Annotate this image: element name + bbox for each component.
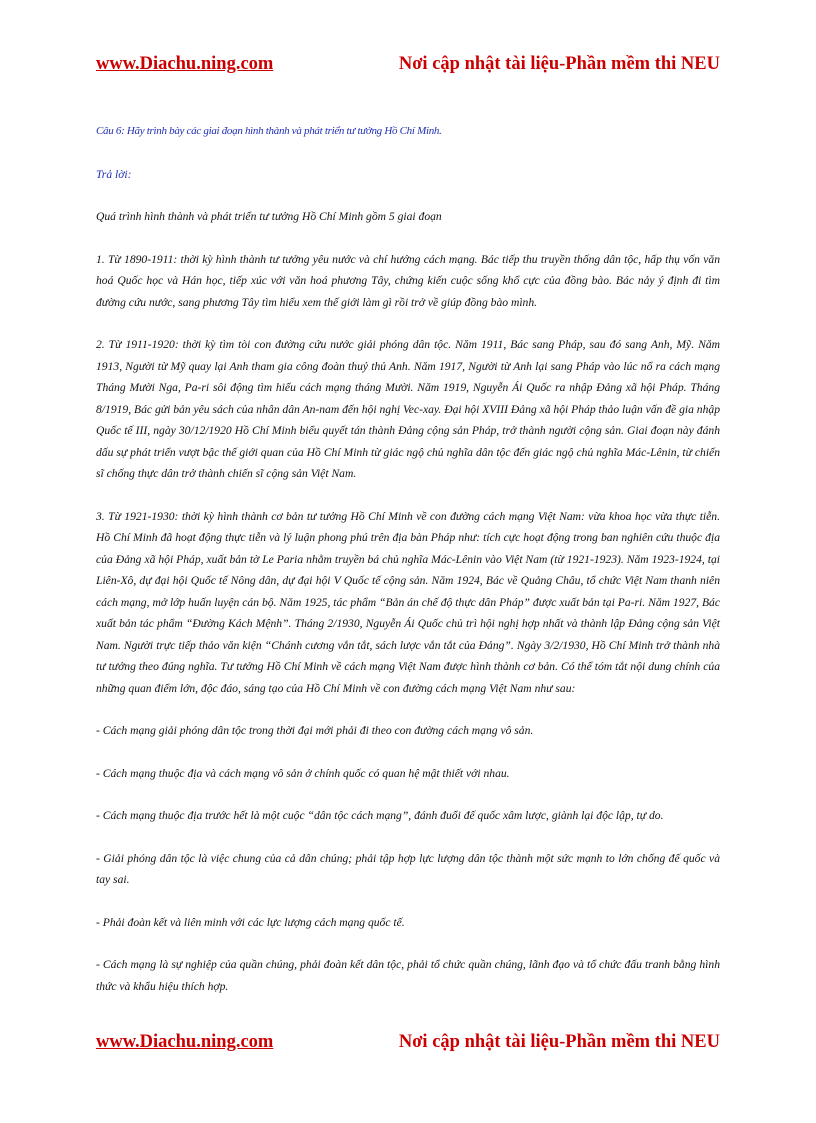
bullet-item: - Cách mạng thuộc địa và cách mạng vô sản ở chính quốc có quan hệ mật thiết với nhau. [96,766,510,780]
question-heading: Câu 6: Hãy trình bày các giai đoạn hình thành và phát triển tư tưởng Hồ Chí Minh. [96,125,442,137]
header-slogan: Nơi cập nhật tài liệu-Phần mềm thi NEU [398,53,720,74]
bullet-item: - Cách mạng là sự nghiệp của quần chúng, phải đoàn kết dân tộc, phải tổ chức quần chúng, lãnh đạo và tổ chức đấu tranh bằng hình thức và khẩu hiệu thích hợp. [96,958,720,993]
paragraph-stage-3: 3. Từ 1921-1930: thời kỳ hình thành cơ bản tư tưởng Hồ Chí Minh về con đường cách mạng Việt Nam: vừa khoa học vừa thực tiễn. Hồ Chí Minh đã hoạt động thực tiễn và lý luận phong phú trên địa bàn Pháp như: tích cực hoạt động trong ban nghiên cứu thuộc địa của Đảng xã hội Pháp, xuất bản tờ Le Paria nhằm truyền bá chủ nghĩa Mác-Lênin vào Việt Nam (từ 1921-1923). Năm 1923-1924, tại Liên-Xô, dự đại hội Quốc tế Nông dân, dự đại hội V Quốc tế cộng sản. Năm 1924, Bác về Quảng Châu, tổ chức Việt Nam thanh niên cách mạng, mở lớp huấn luyện cán bộ. Năm 1925, tác phẩm “Bản án chế độ thực dân Pháp” được xuất bản tại Pa-ri. Năm 1927, Bác xuất bản tác phẩm “Đường Kách Mệnh”. Tháng 2/1930, Nguyễn Ái Quốc chủ trì hội nghị hợp nhất và thành lập Đảng cộng sản Việt Nam. Người trực tiếp thảo văn kiện “Chánh cương vắn tắt, sách lược vắn tắt của Đảng”. Ngày 3/2/1930, Hồ Chí Minh trở thành nhà tư tưởng theo đúng nghĩa. Tư tưởng Hồ Chí Minh về cách mạng Việt Nam được hình thành cơ bản. Có thể tóm tắt nội dung chính của những quan điểm lớn, độc đáo, sáng tạo của Hồ Chí Minh về con đường cách mạng Việt Nam như sau: [96,509,720,695]
page-footer [96,1029,720,1055]
footer-slogan: Nơi cập nhật tài liệu-Phần mềm thi NEU [398,1031,720,1052]
document-body [96,121,720,997]
page-header [96,51,720,77]
paragraph-stage-1: 1. Từ 1890-1911: thời kỳ hình thành tư tưởng yêu nước và chí hướng cách mạng. Bác tiếp thu truyền thống dân tộc, hấp thụ vốn văn hoá Quốc học và Hán học, tiếp xúc với văn hoá phương Tây, chứng kiến cuộc sống khổ cực của đồng bào. Bác nảy ý định đi tìm đường cứu nước, sang phương Tây tìm hiểu xem thế giới làm gì rồi trở về giúp đồng bào mình. [96,252,720,309]
bullet-item: - Cách mạng giải phóng dân tộc trong thời đại mới phải đi theo con đường cách mạng vô sản. [96,724,534,737]
header-site-link[interactable]: www.Diachu.ning.com [96,53,274,74]
intro-line: Quá trình hình thành và phát triển tư tưởng Hồ Chí Minh gồm 5 giai đoạn [96,210,442,223]
answer-label: Trả lời: [96,167,132,181]
paragraph-stage-2: 2. Từ 1911-1920: thời kỳ tìm tòi con đường cứu nước giải phóng dân tộc. Năm 1911, Bác sang Pháp, sau đó sang Anh, Mỹ. Năm 1913, Người từ Mỹ quay lại Anh tham gia công đoàn thuỷ thủ Anh. Năm 1917, Người từ Anh lại sang Pháp vào lúc nổ ra cách mạng Tháng Mười Nga, Pa-ri sôi động tìm hiểu cách mạng tháng Mười. Năm 1919, Nguyễn Ái Quốc ra nhập Đảng xã hội Pháp. Tháng 8/1919, Bác gửi bản yêu sách của nhân dân An-nam đến hội nghị Vec-xay. Đại hội XVIII Đảng xã hội Pháp thảo luận vấn đề gia nhập Quốc tế III, ngày 30/12/1920 Hồ Chí Minh biểu quyết tán thành Đảng cộng sản Pháp, trở thành người cộng sản. Giai đoạn này đánh dấu sự phát triển vượt bậc thế giới quan của Hồ Chí Minh từ giác ngộ chủ nghĩa dân tộc đến giác ngộ chủ nghĩa Mác-Lênin, từ chiến sĩ chống thực dân trở thành chiến sĩ cộng sản Việt Nam. [96,338,720,480]
bullet-item: - Phải đoàn kết và liên minh với các lực lượng cách mạng quốc tế. [96,915,405,929]
bullet-item: - Cách mạng thuộc địa trước hết là một cuộc “dân tộc cách mạng”, đánh đuổi đế quốc xâm lược, giành lại độc lập, tự do. [96,809,664,822]
footer-site-link[interactable]: www.Diachu.ning.com [96,1031,274,1052]
bullet-item: - Giải phóng dân tộc là việc chung của cả dân chúng; phải tập hợp lực lượng dân tộc thành một sức mạnh to lớn chống đế quốc và tay sai. [96,851,720,886]
